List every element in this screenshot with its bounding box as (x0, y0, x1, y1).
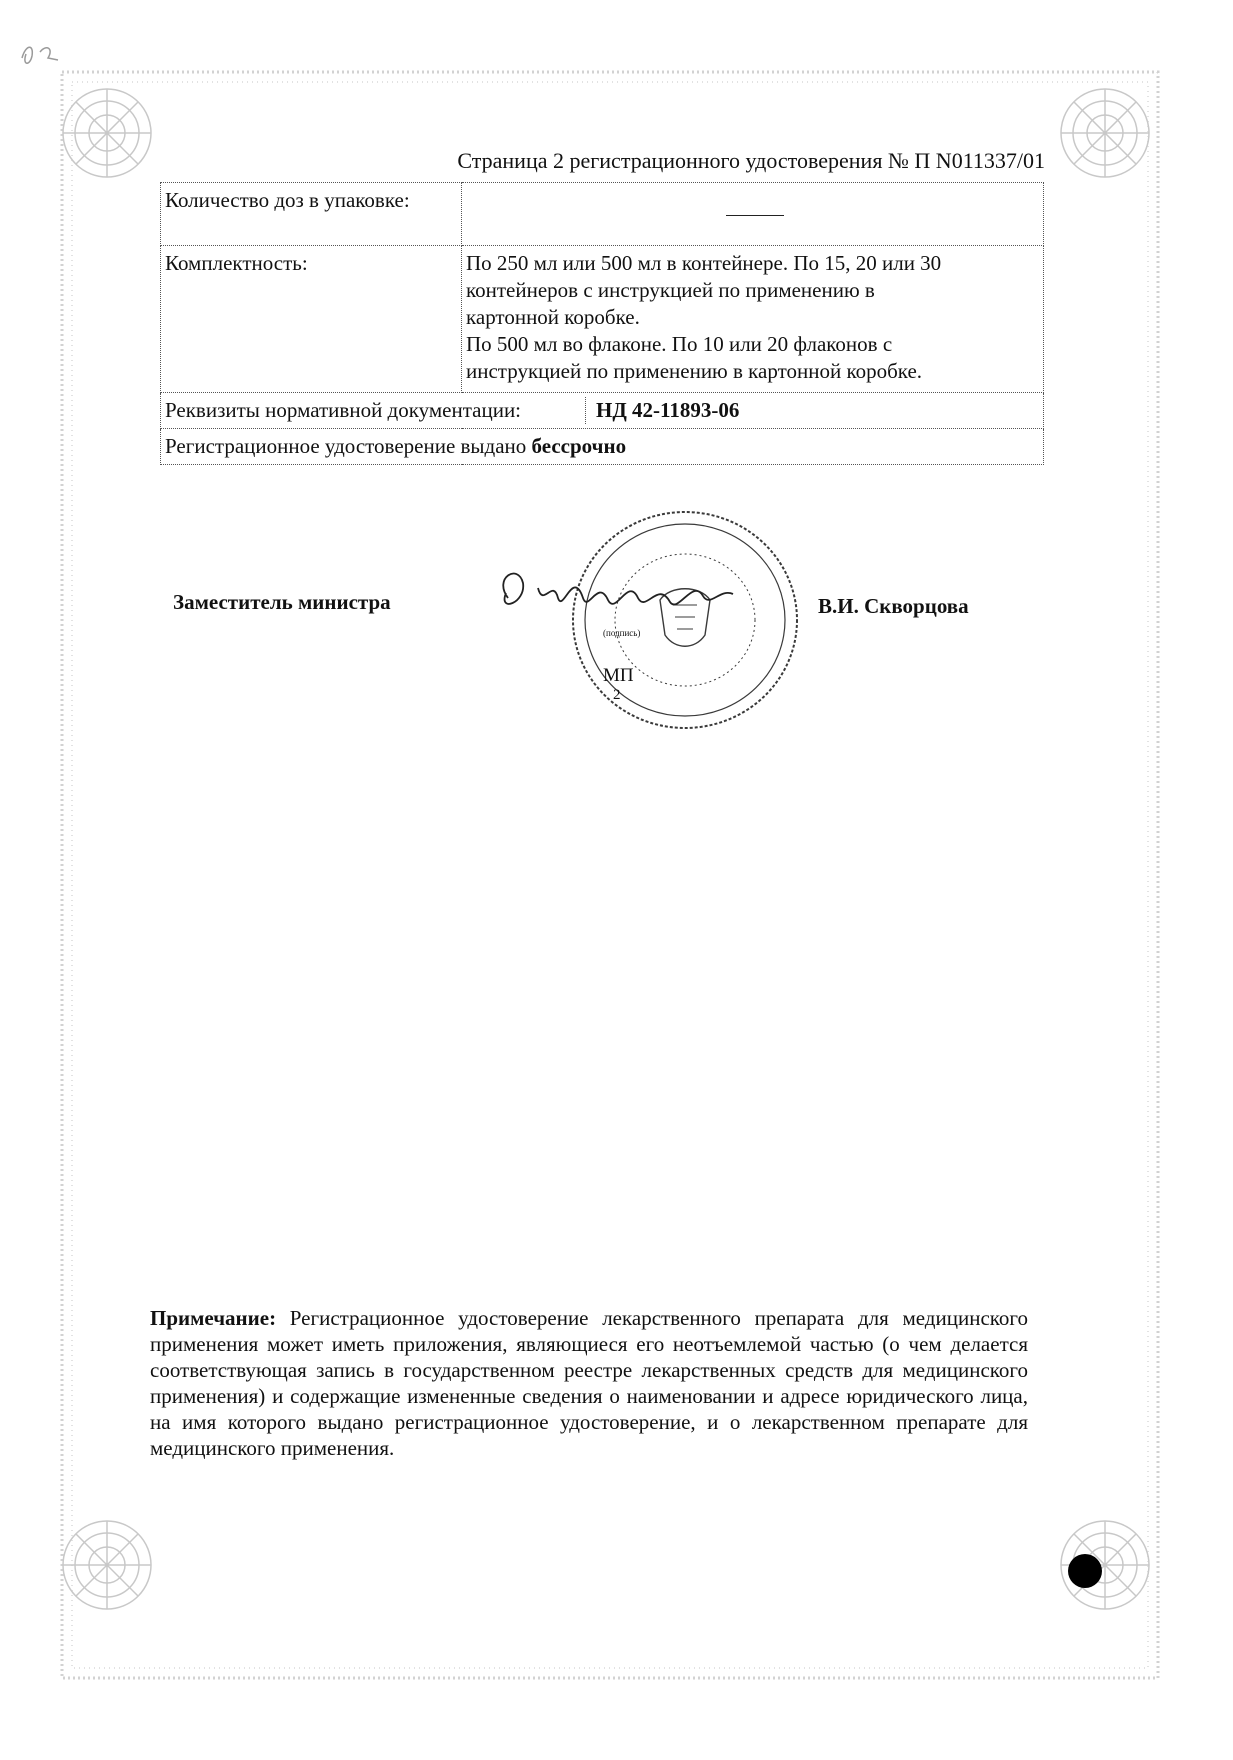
signatory-title: Заместитель министра (173, 590, 391, 614)
page-title: Страница 2 регистрационного удостоверения № П N011337/01 (457, 148, 1045, 173)
issued-term: бессрочно (531, 434, 627, 458)
completeness-line: контейнеров с инструкцией по применению в (466, 278, 875, 302)
note-text: Регистрационное удостоверение лекарственного препарата для медицинского применения может иметь приложения, являющиеся его неотъемлемой частью (о чем делается соответствующая запись в государственном реестре лекарственных средств для медицинского применения) и содержащие измененные сведения о наименовании и адресе юридического лица, на имя которого выдано регистрационное удостоверение, и о лекарственном препарате для медицинского применения. (150, 1306, 1028, 1460)
signature-caption: (подпись) (603, 628, 641, 638)
signatory-name: В.И. Скворцова (818, 594, 969, 618)
completeness-line: По 250 мл или 500 мл в контейнере. По 15, 20 или 30 (466, 251, 942, 275)
completeness-line: По 500 мл во флаконе. По 10 или 20 флаконов с (466, 332, 893, 356)
completeness-line: картонной коробке. (466, 305, 640, 329)
note-paragraph (150, 1305, 1028, 1461)
completeness-label: Комплектность: (161, 246, 462, 393)
signature-icon (488, 558, 748, 628)
filled-dot-icon (1068, 1554, 1102, 1588)
doses-label: Количество доз в упаковке: (161, 183, 462, 246)
seal-label-text: МП (603, 665, 634, 686)
seal-label (603, 665, 634, 704)
normative-doc-label: Реквизиты нормативной документации: (165, 397, 586, 424)
completeness-line: инструкцией по применению в картонной коробке. (466, 359, 923, 383)
issued-text: Регистрационное удостоверение выдано (165, 434, 527, 458)
normative-doc-value: НД 42-11893-06 (596, 398, 740, 422)
seal-number: 2 (613, 687, 621, 703)
note-label: Примечание: (150, 1306, 277, 1330)
